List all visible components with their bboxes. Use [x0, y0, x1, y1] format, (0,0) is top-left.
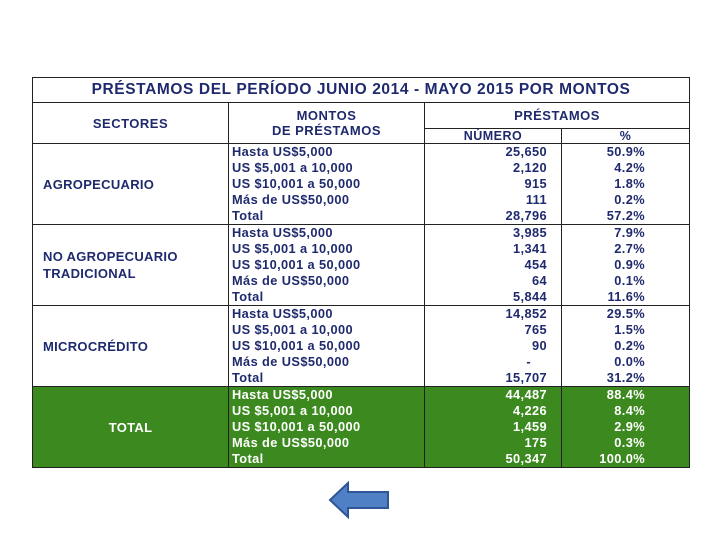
- sector-name-line: AGROPECUARIO: [43, 176, 155, 192]
- table-title: PRÉSTAMOS DEL PERÍODO JUNIO 2014 - MAYO 2015 POR MONTOS: [33, 78, 690, 103]
- monto-label: US $5,001 a 10,000: [232, 403, 354, 418]
- percent-cell: [562, 225, 690, 306]
- numero-value: -: [526, 354, 531, 369]
- header-montos-line2: DE PRÉSTAMOS: [271, 123, 382, 138]
- monto-cell: [229, 225, 425, 306]
- numero-cell: [425, 225, 562, 306]
- monto-label: Más de US$50,000: [232, 435, 350, 450]
- numero-cell: [425, 387, 562, 468]
- monto-label: Hasta US$5,000: [232, 144, 333, 159]
- monto-label: US $10,001 a 50,000: [232, 176, 361, 191]
- numero-value: 454: [524, 257, 547, 272]
- percent-value: 31.2%: [606, 370, 646, 385]
- header-sectores: SECTORES: [33, 103, 229, 144]
- monto-label: Total: [232, 289, 264, 304]
- monto-label: US $5,001 a 10,000: [232, 160, 354, 175]
- sector-row-agropecuario: [33, 144, 690, 225]
- numero-value: 915: [524, 176, 547, 191]
- percent-value: 0.1%: [614, 273, 646, 288]
- monto-label: Más de US$50,000: [232, 273, 350, 288]
- numero-value: 90: [531, 338, 547, 353]
- numero-value: 2,120: [512, 160, 547, 175]
- percent-value: 57.2%: [606, 208, 646, 223]
- header-percent: %: [562, 128, 690, 143]
- sector-row-no-agropecuario: [33, 225, 690, 306]
- percent-value: 0.9%: [614, 257, 646, 272]
- back-button[interactable]: [328, 481, 390, 519]
- monto-label: Más de US$50,000: [232, 354, 350, 369]
- monto-label: US $10,001 a 50,000: [232, 338, 361, 353]
- percent-value: 50.9%: [606, 144, 646, 159]
- monto-label: Total: [232, 370, 264, 385]
- numero-value: 111: [525, 192, 547, 207]
- percent-value: 1.8%: [614, 176, 646, 191]
- sector-name-line: MICROCRÉDITO: [43, 338, 149, 354]
- monto-cell: [229, 144, 425, 225]
- monto-cell: [229, 306, 425, 387]
- numero-value: 64: [531, 273, 547, 288]
- numero-value: 25,650: [505, 144, 547, 159]
- total-label: TOTAL: [33, 387, 229, 468]
- numero-value: 1,459: [512, 419, 547, 434]
- percent-value: 0.2%: [614, 338, 646, 353]
- percent-value: 1.5%: [614, 322, 646, 337]
- percent-value: 11.6%: [607, 289, 646, 304]
- monto-label: Hasta US$5,000: [232, 306, 333, 321]
- sector-name: [33, 306, 229, 387]
- monto-label: US $10,001 a 50,000: [232, 419, 361, 434]
- monto-label: Hasta US$5,000: [232, 225, 333, 240]
- numero-value: 765: [524, 322, 547, 337]
- percent-cell: [562, 144, 690, 225]
- percent-value: 8.4%: [614, 403, 646, 418]
- numero-cell: [425, 144, 562, 225]
- sector-row-microcredito: [33, 306, 690, 387]
- left-arrow-icon: [328, 481, 390, 519]
- monto-label: Total: [232, 451, 264, 466]
- header-montos: [229, 103, 425, 144]
- numero-value: 28,796: [505, 208, 547, 223]
- monto-label: Hasta US$5,000: [232, 387, 333, 402]
- numero-value: 14,852: [505, 306, 547, 321]
- monto-label: US $10,001 a 50,000: [232, 257, 361, 272]
- percent-value: 2.9%: [614, 419, 646, 434]
- numero-value: 5,844: [512, 289, 547, 304]
- percent-value: 88.4%: [606, 387, 646, 402]
- percent-value: 2.7%: [614, 241, 646, 256]
- numero-value: 44,487: [505, 387, 547, 402]
- percent-value: 4.2%: [614, 160, 646, 175]
- percent-value: 0.0%: [614, 354, 646, 369]
- sector-name-line: TRADICIONAL: [43, 266, 136, 281]
- percent-value: 0.2%: [614, 192, 646, 207]
- monto-label: Más de US$50,000: [232, 192, 350, 207]
- sector-name: [33, 225, 229, 306]
- header-prestamos: PRÉSTAMOS: [425, 103, 690, 129]
- percent-value: 29.5%: [606, 306, 646, 321]
- total-row: [33, 387, 690, 468]
- monto-label: US $5,001 a 10,000: [232, 241, 354, 256]
- loans-table: [32, 77, 690, 468]
- sector-name: [33, 144, 229, 225]
- percent-value: 7.9%: [614, 225, 646, 240]
- numero-value: 1,341: [512, 241, 547, 256]
- percent-cell: [562, 306, 690, 387]
- percent-value: 0.3%: [614, 435, 646, 450]
- header-montos-line1: MONTOS: [296, 108, 357, 123]
- numero-value: 50,347: [505, 451, 547, 466]
- numero-cell: [425, 306, 562, 387]
- sector-name-line: NO AGROPECUARIO: [43, 249, 178, 264]
- numero-value: 175: [524, 435, 547, 450]
- monto-label: US $5,001 a 10,000: [232, 322, 354, 337]
- monto-cell: [229, 387, 425, 468]
- numero-value: 4,226: [512, 403, 547, 418]
- percent-value: 100.0%: [599, 451, 646, 466]
- monto-label: Total: [232, 208, 264, 223]
- percent-cell: [562, 387, 690, 468]
- header-numero: NÚMERO: [425, 128, 562, 143]
- numero-value: 15,707: [505, 370, 547, 385]
- numero-value: 3,985: [512, 225, 547, 240]
